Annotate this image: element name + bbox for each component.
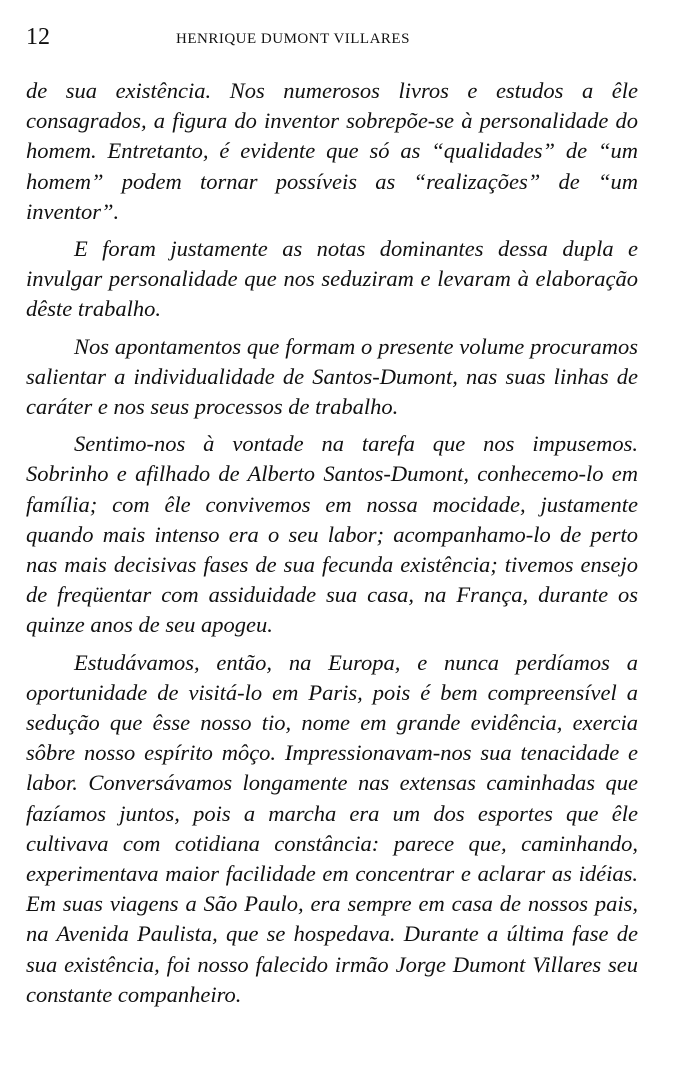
paragraph: Sentimo-nos à vontade na tarefa que nos impusemos. Sobrinho e afilhado de Alberto Santos-Dumont, conhecemo-lo em família; com êle convivemos em nossa mocidade, justamente quando mais intenso era o seu labor; acompanhamo-lo de perto nas mais decisivas fases de sua fecunda existência; tivemos ensejo de freqüentar com assiduidade sua casa, na França, durante os quinze anos de seu apogeu. [26,431,638,638]
paragraph: E foram justamente as notas dominantes dessa dupla e invulgar personalidade que nos seduziram e levaram à elaboração dêste trabalho. [26,236,638,322]
paragraph: Nos apontamentos que formam o presente volume procuramos salientar a individualidade de Santos-Dumont, nas suas linhas de caráter e nos seus processos de trabalho. [26,333,638,420]
paragraph: Estudávamos, então, na Europa, e nunca perdíamos a oportunidade de visitá-lo em Paris, pois é bem compreensível a sedução que êsse nosso tio, nome em grande evidência, exercia sôbre nosso espírito môço. Impressionavam-nos sua tenacidade e labor. Conversávamos longamente nas extensas caminhadas que fazíamos juntos, pois a marcha era um dos esportes que êle cultivava com cotidiana constância: parece que, caminhando, experimentava maior facilidade em concentrar e aclarar as idéias. Em suas viagens a São Paulo, era sempre em casa de nossos pais, na Avenida Paulista, que se hospedava. Durante a última fase de sua existência, foi nosso falecido irmão Jorge Dumont Villares seu constante companheiro. [26,649,638,1007]
paragraph: de sua existência. Nos numerosos livros e estudos a êle consagrados, a figura do inventor sobrepõe-se à personalidade do homem. Entretanto, é evidente que só as “qualidades” de “um homem” podem tornar possíveis as “realizações” de “um inventor”. [26,78,638,224]
page-header [26,22,638,52]
page-number: 12 [26,24,50,50]
running-head: HENRIQUE DUMONT VILLARES [176,31,410,47]
body-text [26,76,638,1010]
